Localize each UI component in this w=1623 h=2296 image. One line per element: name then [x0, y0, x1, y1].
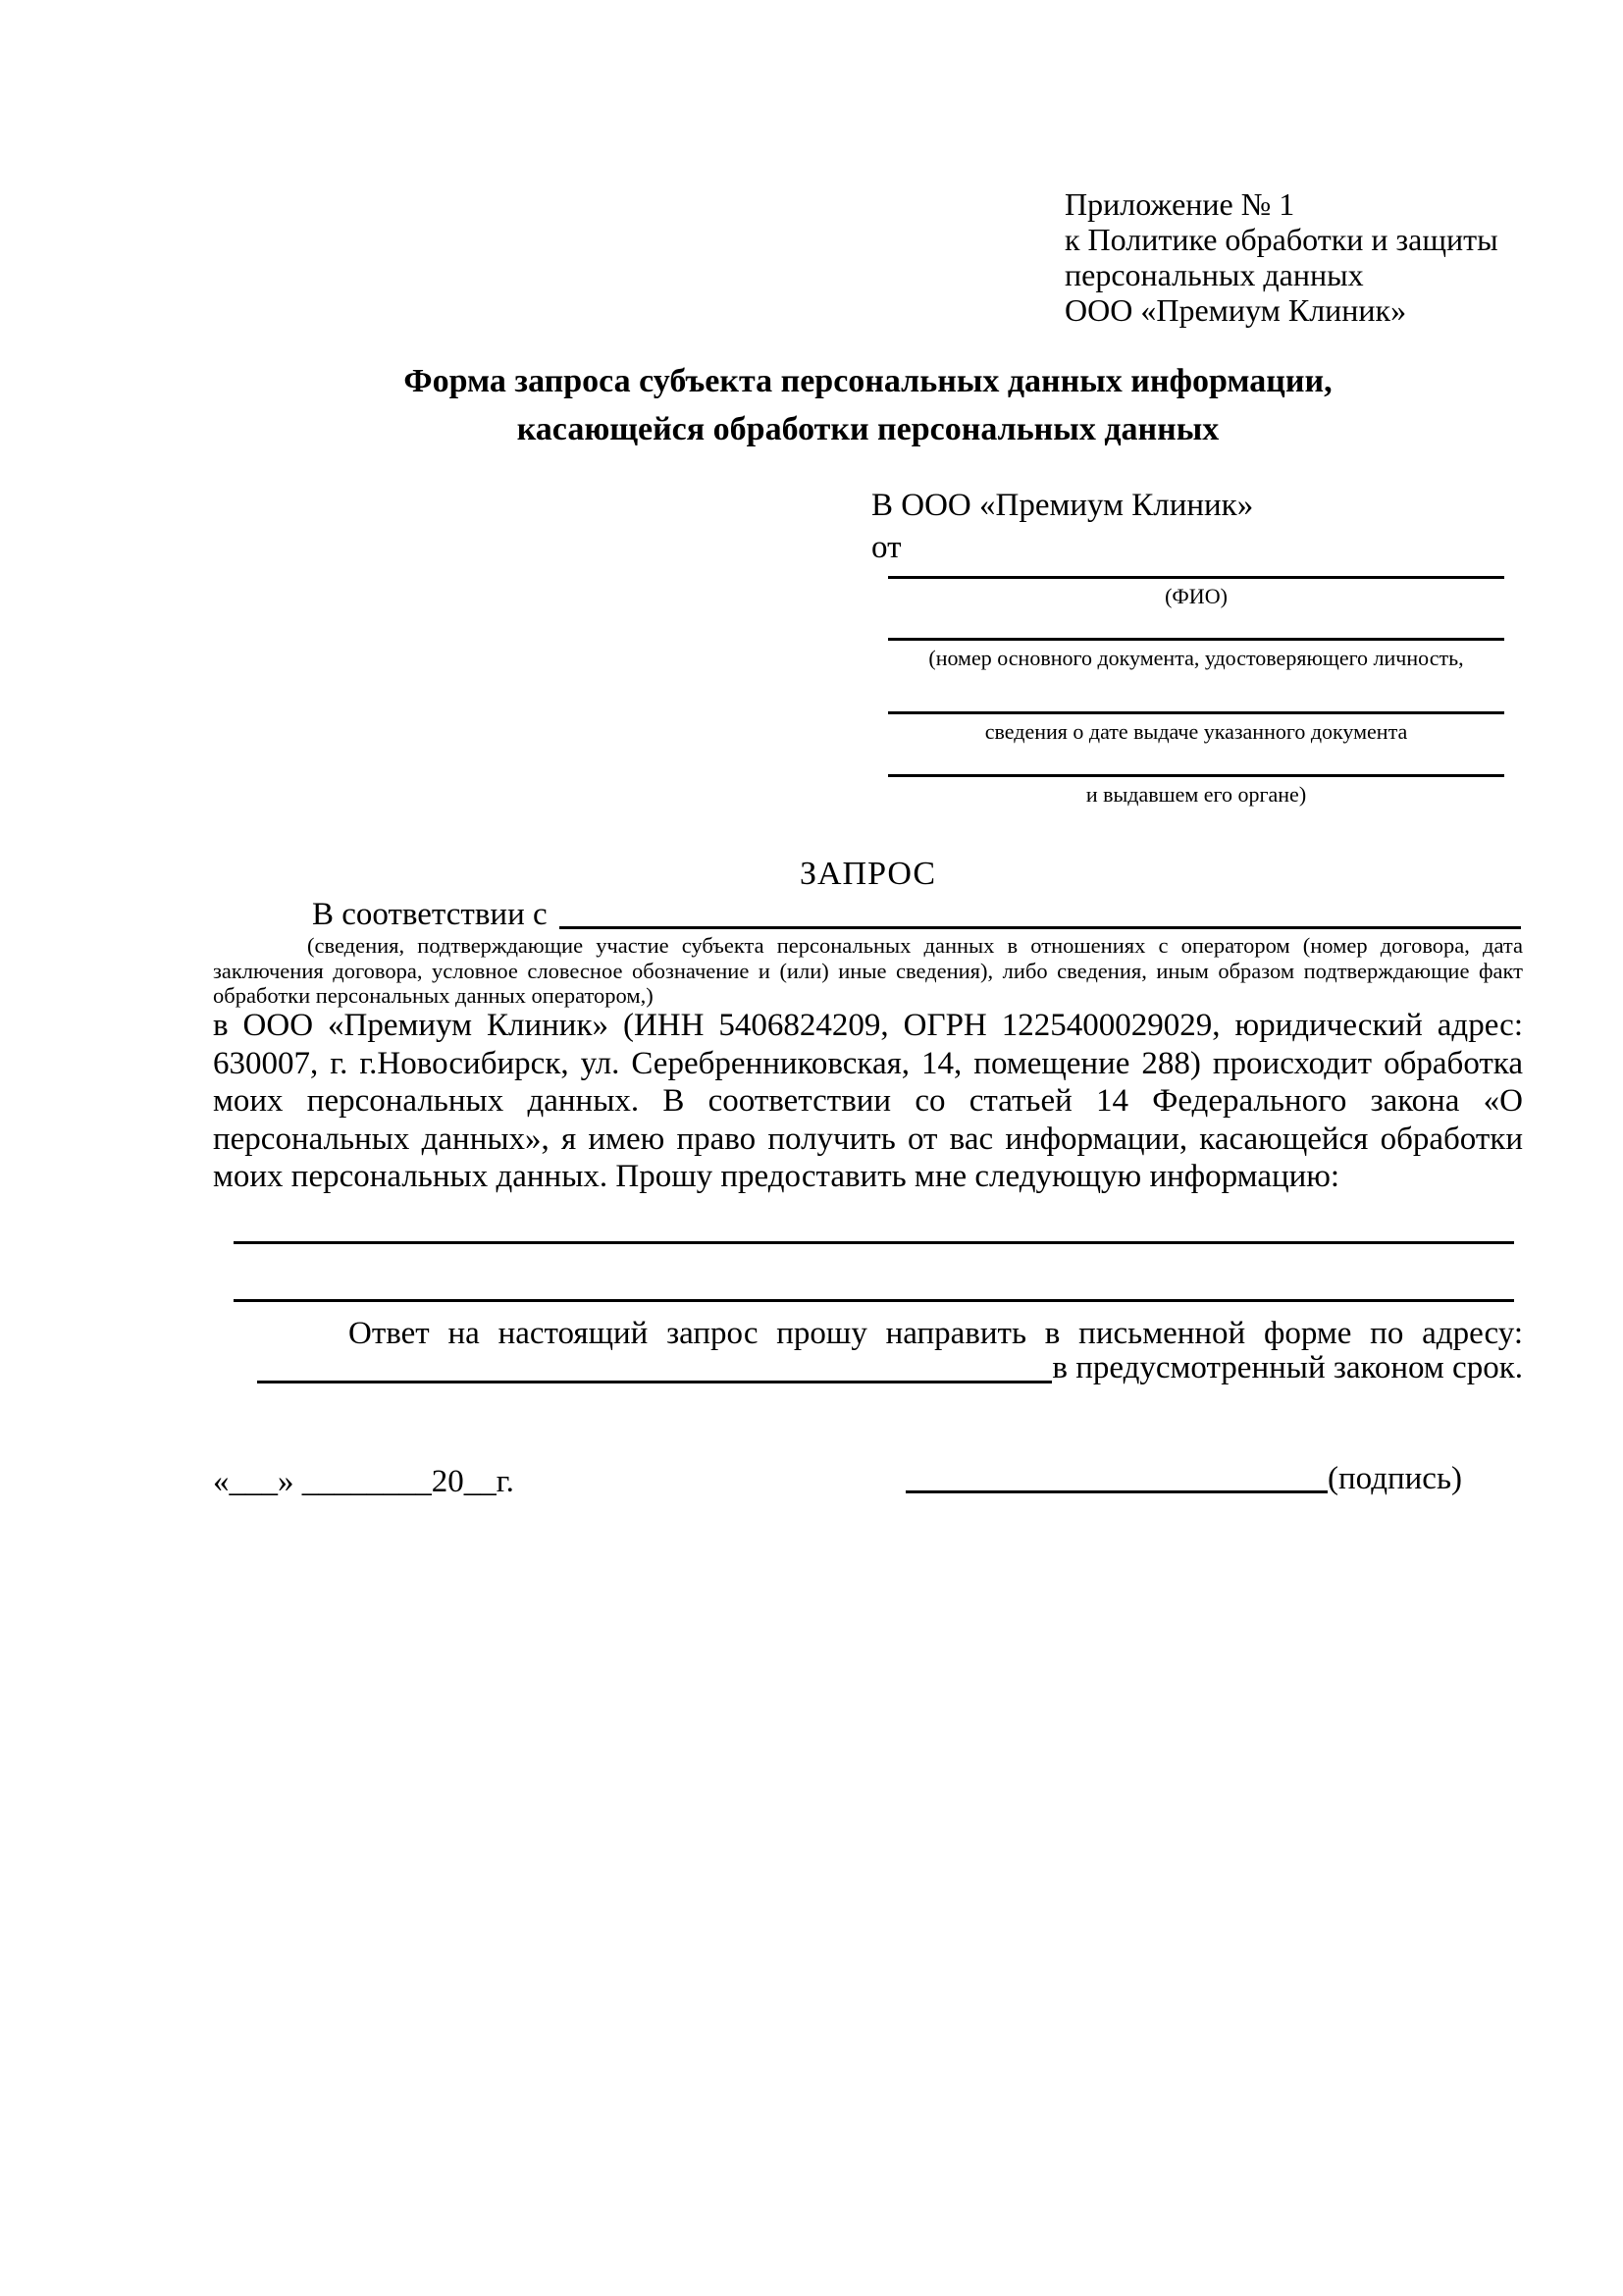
signature-fill-line: [906, 1490, 1328, 1493]
doc-number-field: [888, 638, 1504, 670]
appendix-line-3: персональных данных: [1065, 257, 1364, 292]
issuing-authority-field: [888, 774, 1504, 807]
issue-date-caption: сведения о дате выдаче указанного документа: [984, 719, 1408, 744]
address-fill-line: [257, 1381, 1052, 1383]
intro-row: [312, 896, 1521, 933]
reply-line-2: [257, 1348, 1523, 1387]
signature-row: [906, 1459, 1462, 1498]
date-blank: «___» ________20__г.: [213, 1464, 514, 1499]
form-title-line-2: касающейся обработки персональных данных: [516, 411, 1220, 447]
form-title-line-1: Форма запроса субъекта персональных данных информации,: [403, 363, 1333, 399]
appendix-line-4: ООО «Премиум Клиник»: [1065, 292, 1407, 328]
reply-line-1: Ответ на настоящий запрос прошу направить в письменной форме по адресу:: [348, 1316, 1523, 1351]
reply-suffix: в предусмотренный законом срок.: [1052, 1350, 1523, 1385]
issue-date-field: [888, 711, 1504, 744]
answer-blank-line-1: [234, 1241, 1514, 1244]
recipient-name: В ООО «Премиум Клиник»: [871, 488, 1254, 523]
signature-caption: (подпись): [1328, 1461, 1462, 1496]
answer-blank-line-2: [234, 1299, 1514, 1302]
request-heading: ЗАПРОС: [799, 856, 937, 892]
intro-prefix: В соответствии с: [312, 897, 548, 932]
footnote: (сведения, подтверждающие участие субъекта персональных данных в отношениях с оператором (номер договора, дата заключения договора, условное словесное обозначение и (или) иные сведения), либо сведения, иным образом подтверждающие факт обработки персональных данных оператором,): [213, 933, 1523, 1008]
body-paragraph: в ООО «Премиум Клиник» (ИНН 5406824209, ОГРН 1225400029029, юридический адрес: 630007, г. г.Новосибирск, ул. Серебренниковская, 14, помещение 288) происходит обработка моих персональных данных. В соответствии со статьей 14 Федерального закона «О персональных данных», я имею право получить от вас информации, касающейся обработки моих персональных данных. Прошу предоставить мне следующую информацию:: [213, 1008, 1523, 1194]
from-label: от: [871, 530, 902, 565]
issuing-authority-caption: и выдавшем его органе): [1085, 782, 1307, 807]
appendix-block: [1065, 186, 1498, 328]
doc-number-caption: (номер основного документа, удостоверяющего личность,: [928, 646, 1464, 670]
appendix-line-2: к Политике обработки и защиты: [1065, 222, 1498, 257]
fio-field: [888, 576, 1504, 608]
intro-fill-line: [559, 926, 1521, 929]
fio-caption: (ФИО): [1165, 584, 1228, 608]
form-title: [213, 357, 1523, 453]
appendix-line-1: Приложение № 1: [1065, 186, 1295, 222]
